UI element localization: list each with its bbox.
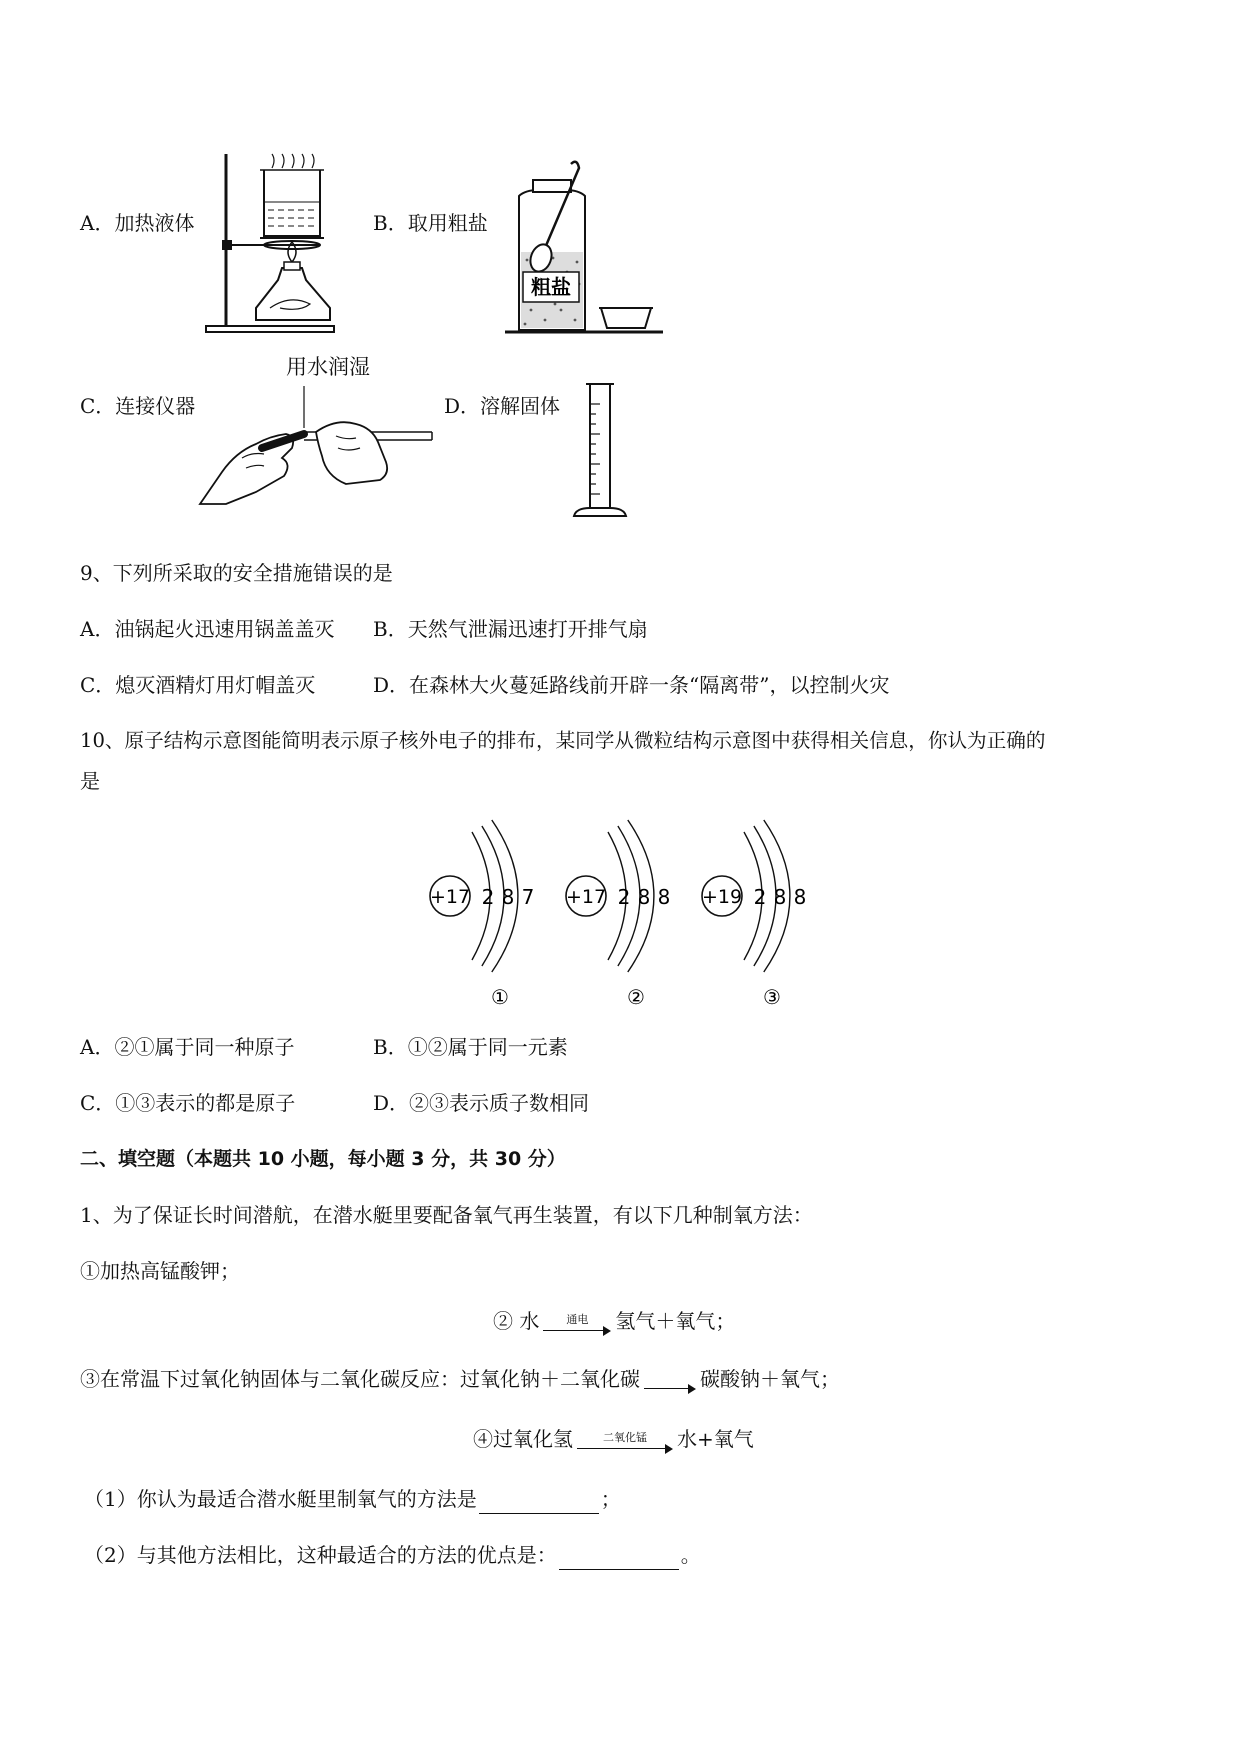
sub-question-2 xyxy=(84,1540,701,1570)
sub-question-1 xyxy=(84,1484,621,1514)
answer-blank-2[interactable] xyxy=(559,1547,679,1570)
atom-diagram-3 xyxy=(702,820,806,1009)
shell-electron-count: 7 xyxy=(521,885,535,909)
method-3-arrow xyxy=(644,1384,696,1394)
method-2-left: ② 水 xyxy=(493,1309,540,1333)
nucleus-charge: +17 xyxy=(565,886,607,908)
sub-question-1-text: （1）你认为最适合潜水艇里制氧气的方法是 xyxy=(84,1487,477,1511)
sub-question-2-suffix: 。 xyxy=(680,1543,701,1567)
fill-q1-stem: 1、为了保证长时间潜航，在潜水艇里要配备氧气再生装置，有以下几种制氧方法： xyxy=(80,1203,813,1227)
method-2-arrow xyxy=(543,1314,611,1336)
q9-option-b: B．天然气泄漏迅速打开排气扇 xyxy=(373,617,648,641)
sub-question-1-suffix: ； xyxy=(600,1487,621,1511)
shell-electron-count: 8 xyxy=(773,885,787,909)
method-3-equation xyxy=(80,1364,840,1394)
wet-with-water-caption: 用水润湿 xyxy=(286,355,370,379)
q9-option-d: D．在森林大火蔓延路线前开辟一条“隔离带”，以控制火灾 xyxy=(373,673,890,697)
q10-option-a: A．②①属于同一种原子 xyxy=(80,1035,295,1059)
option-b-label: B．取用粗盐 xyxy=(373,211,488,235)
nucleus-charge: +17 xyxy=(429,886,471,908)
q10-option-b: B．①②属于同一元素 xyxy=(373,1035,568,1059)
method-2-equation xyxy=(493,1306,735,1336)
salt-jar-figure xyxy=(505,160,665,340)
q10-option-c: C．①③表示的都是原子 xyxy=(80,1091,296,1115)
option-c-label: C．连接仪器 xyxy=(80,394,196,418)
q10-stem-line2: 是 xyxy=(80,769,100,793)
shell-electron-count: 8 xyxy=(501,885,515,909)
q10-option-d: D．②③表示质子数相同 xyxy=(373,1091,590,1115)
method-3-left: ③在常温下过氧化钠固体与二氧化碳反应：过氧化钠＋二氧化碳 xyxy=(80,1367,640,1391)
section2-heading: 二、填空题（本题共 10 小题，每小题 3 分，共 30 分） xyxy=(80,1148,566,1170)
jar-label-text: 粗盐 xyxy=(531,275,571,299)
diagram-index: ① xyxy=(491,985,509,1009)
method-4-arrow xyxy=(577,1432,673,1454)
shell-electron-count: 2 xyxy=(617,885,631,909)
q10-stem-line1: 10、原子结构示意图能简明表示原子核外电子的排布，某同学从微粒结构示意图中获得相关信息，你认为正确的 xyxy=(80,729,1046,752)
heating-liquid-figure xyxy=(200,150,340,335)
method-1: ①加热高锰酸钾； xyxy=(80,1259,240,1283)
shell-electron-count: 2 xyxy=(753,885,767,909)
method-2-condition: 通电 xyxy=(566,1313,589,1326)
q9-option-c: C．熄灭酒精灯用灯帽盖灭 xyxy=(80,673,316,697)
method-4-condition: 二氧化锰 xyxy=(603,1431,647,1444)
graduated-cylinder-figure xyxy=(570,382,632,522)
option-a-label: A．加热液体 xyxy=(80,211,195,235)
method-2-right: 氢气＋氧气； xyxy=(615,1309,736,1333)
diagram-index: ③ xyxy=(763,985,781,1009)
atom-diagram-1 xyxy=(430,820,534,1009)
atomic-structure-diagrams xyxy=(420,824,820,1009)
sub-question-2-text: （2）与其他方法相比，这种最适合的方法的优点是： xyxy=(84,1543,557,1567)
shell-electron-count: 2 xyxy=(481,885,495,909)
shell-electron-count: 8 xyxy=(657,885,671,909)
method-4-right: 水+氧气 xyxy=(677,1427,754,1451)
shell-electron-count: 8 xyxy=(793,885,807,909)
shell-electron-count: 8 xyxy=(637,885,651,909)
method-4-left: ④过氧化氢 xyxy=(473,1427,573,1451)
connecting-apparatus-figure xyxy=(196,392,436,502)
q9-option-a: A．油锅起火迅速用锅盖盖灭 xyxy=(80,617,335,641)
atom-diagram-2 xyxy=(566,820,670,1009)
q9-stem: 9、下列所采取的安全措施错误的是 xyxy=(80,561,393,585)
nucleus-charge: +19 xyxy=(701,886,743,908)
answer-blank-1[interactable] xyxy=(479,1491,599,1514)
option-d-label: D．溶解固体 xyxy=(444,394,561,418)
method-4-equation xyxy=(473,1424,754,1454)
diagram-index: ② xyxy=(627,985,645,1009)
method-3-right: 碳酸钠＋氧气； xyxy=(700,1367,840,1391)
